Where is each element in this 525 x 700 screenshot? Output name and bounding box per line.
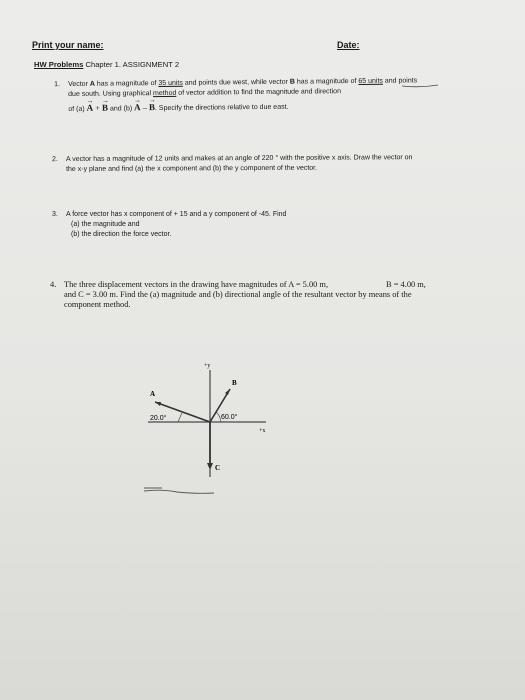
- vector-c-label: C: [215, 464, 221, 472]
- question-2: [52, 153, 506, 175]
- plus-x-label: +x: [259, 428, 266, 434]
- question-4-line-2: and C = 3.00 m. Find the (a) magnitude and (b) directional angle of the resultant vector by means of the: [64, 290, 412, 299]
- question-4: [50, 280, 504, 310]
- question-4-line-3: component method.: [64, 300, 131, 309]
- date-label: Date:: [337, 40, 360, 50]
- vector-b-arrowhead: [225, 389, 230, 395]
- question-3-part-b: (b) the direction the force vector.: [71, 231, 172, 238]
- question-3-part-a: (a) the magnitude and: [71, 221, 140, 228]
- name-label: Print your name:: [32, 40, 104, 50]
- question-4-number: 4.: [50, 280, 57, 289]
- vector-a-arrowhead: [155, 402, 161, 406]
- question-3-line-1: A force vector has x component of + 15 and a y component of -45. Find: [66, 211, 287, 218]
- plus-y-label: +y: [204, 363, 211, 369]
- question-2-line-1: A vector has a magnitude of 12 units and makes at an angle of 220 ° with the positive x axis. Draw the vector on: [66, 154, 413, 163]
- angle-a-arc: [178, 413, 182, 422]
- vector-a-symbol: → A: [87, 103, 94, 113]
- question-1-line-1: Vector A has a magnitude of 35 units and points due west, while vector B has a magnitude of 65 units and points: [68, 77, 418, 88]
- question-1-number: 1.: [54, 81, 60, 89]
- vector-diagram: [120, 352, 320, 502]
- angle-b-label: 60.0°: [221, 414, 238, 421]
- assignment-label: Chapter 1. ASSIGNMENT 2: [85, 60, 180, 69]
- vector-a-label: A: [150, 390, 156, 398]
- course-label: HW Problems: [34, 60, 84, 69]
- handwritten-scribble: [142, 482, 222, 498]
- vector-b-label: B: [232, 379, 237, 387]
- question-3: [52, 210, 496, 240]
- underline-mark: [400, 82, 440, 90]
- question-3-number: 3.: [52, 211, 58, 218]
- question-2-number: 2.: [52, 156, 58, 164]
- question-4-line-1: The three displacement vectors in the drawing have magnitudes of A = 5.00 m, B = 4.00 m,: [64, 280, 426, 289]
- question-2-line-2: the x-y plane and find (a) the x component and (b) the y component of the vector.: [66, 164, 318, 173]
- vector-c-arrowhead: [207, 463, 213, 470]
- angle-a-label: 20.0°: [150, 415, 167, 422]
- question-1-line-2: due south. Using graphical method of vector addition to find the magnitude and direction: [68, 88, 341, 98]
- vector-b-symbol: → B: [102, 103, 108, 113]
- question-1-line-3: of (a) → A + → B and (b) → A – → B. Specify the directions relative to due east.: [68, 98, 498, 115]
- assignment-title: [34, 60, 179, 69]
